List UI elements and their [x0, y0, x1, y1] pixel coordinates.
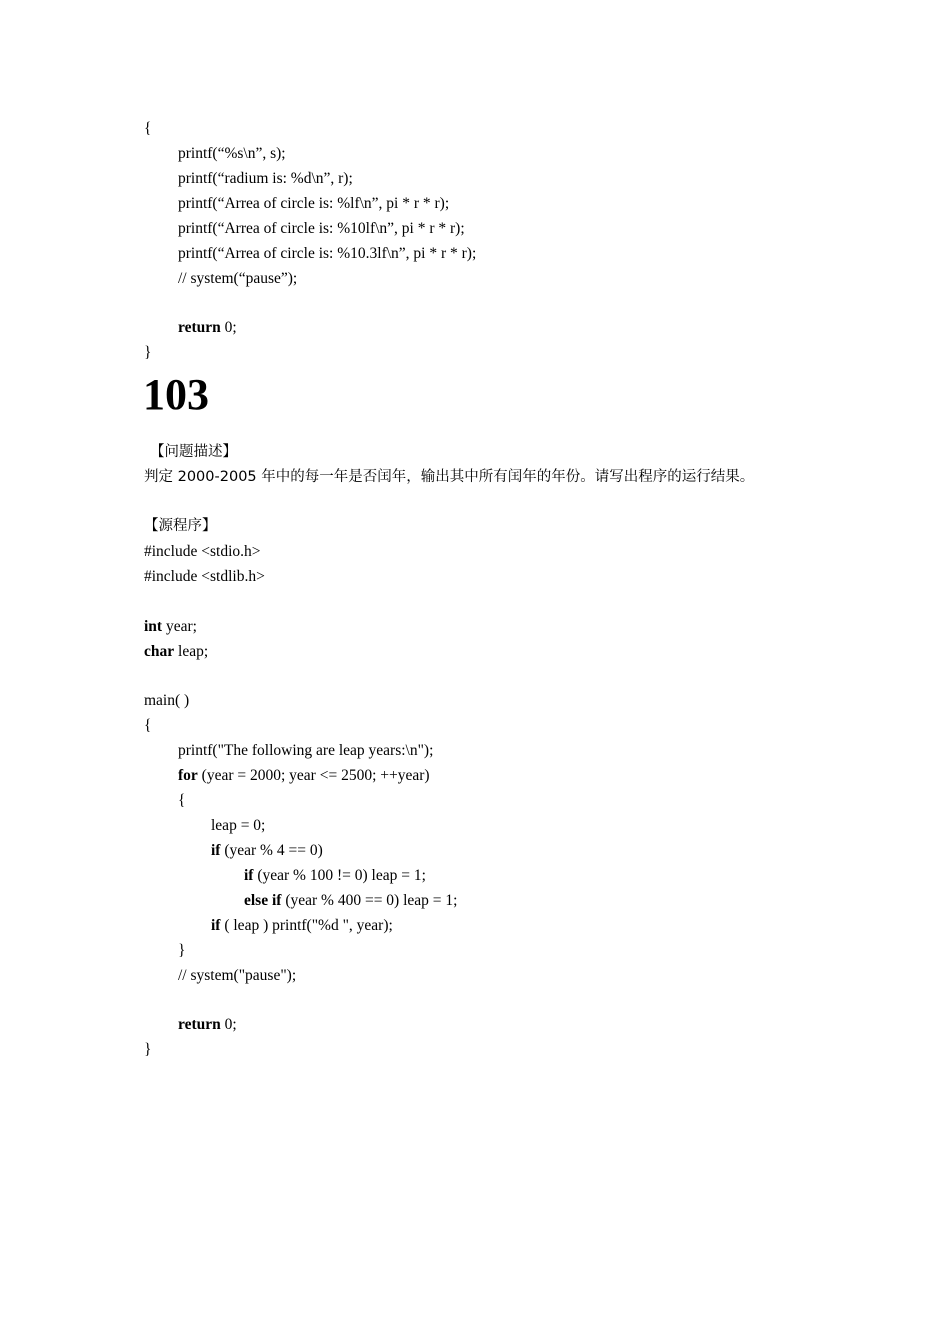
- code-text: ( leap ) printf("%d ", year);: [220, 917, 393, 934]
- keyword: else if: [244, 892, 282, 909]
- code-line: [211, 916, 393, 936]
- keyword: if: [211, 917, 221, 934]
- code-text: 0;: [220, 1016, 237, 1033]
- code-line: }: [144, 1041, 152, 1058]
- section-number: 103: [143, 370, 209, 419]
- code-line: printf("The following are leap years:\n");: [178, 742, 434, 759]
- code-line: }: [144, 344, 152, 361]
- code-line: #include <stdlib.h>: [144, 568, 265, 585]
- code-line: [211, 841, 323, 861]
- code-line: {: [144, 717, 152, 734]
- code-line: printf(“%s\n”, s);: [178, 145, 286, 162]
- code-line: printf(“radium is: %d\n”, r);: [178, 170, 353, 187]
- description-label: 【问题描述】: [150, 444, 237, 460]
- code-line: {: [144, 120, 152, 137]
- code-line: }: [178, 942, 186, 959]
- code-line: [178, 766, 430, 786]
- code-line: [178, 318, 237, 338]
- keyword: if: [211, 842, 221, 859]
- code-text: (year % 400 == 0) leap = 1;: [281, 892, 458, 909]
- code-line: [144, 617, 197, 637]
- code-line: [144, 642, 208, 662]
- code-line: [178, 1015, 237, 1035]
- description-text: 判定 2000-2005 年中的每一年是否闰年，输出其中所有闰年的年份。请写出程序的运行结果。: [144, 469, 755, 485]
- code-line: printf(“Arrea of circle is: %10lf\n”, pi * r * r);: [178, 220, 465, 237]
- code-text: (year = 2000; year <= 2500; ++year): [197, 767, 430, 784]
- code-line: leap = 0;: [211, 817, 266, 834]
- code-line: printf(“Arrea of circle is: %lf\n”, pi * r * r);: [178, 195, 450, 212]
- code-line: // system("pause");: [178, 967, 297, 984]
- code-text: 0;: [220, 319, 237, 336]
- code-text: (year % 4 == 0): [220, 842, 323, 859]
- code-line: // system(“pause”);: [178, 270, 298, 287]
- code-line: printf(“Arrea of circle is: %10.3lf\n”, pi * r * r);: [178, 245, 477, 262]
- code-line: #include <stdio.h>: [144, 543, 261, 560]
- code-line: main( ): [144, 692, 190, 709]
- code-text: leap;: [174, 643, 209, 660]
- code-line: [244, 866, 426, 886]
- keyword: char: [144, 643, 175, 660]
- code-line: {: [178, 792, 186, 809]
- keyword: for: [178, 767, 198, 784]
- source-label: 【源程序】: [144, 518, 217, 534]
- keyword: return: [178, 1016, 221, 1033]
- keyword: if: [244, 867, 254, 884]
- code-text: year;: [162, 618, 197, 635]
- code-line: [244, 891, 457, 911]
- keyword: int: [144, 618, 163, 635]
- code-text: (year % 100 != 0) leap = 1;: [253, 867, 426, 884]
- keyword: return: [178, 319, 221, 336]
